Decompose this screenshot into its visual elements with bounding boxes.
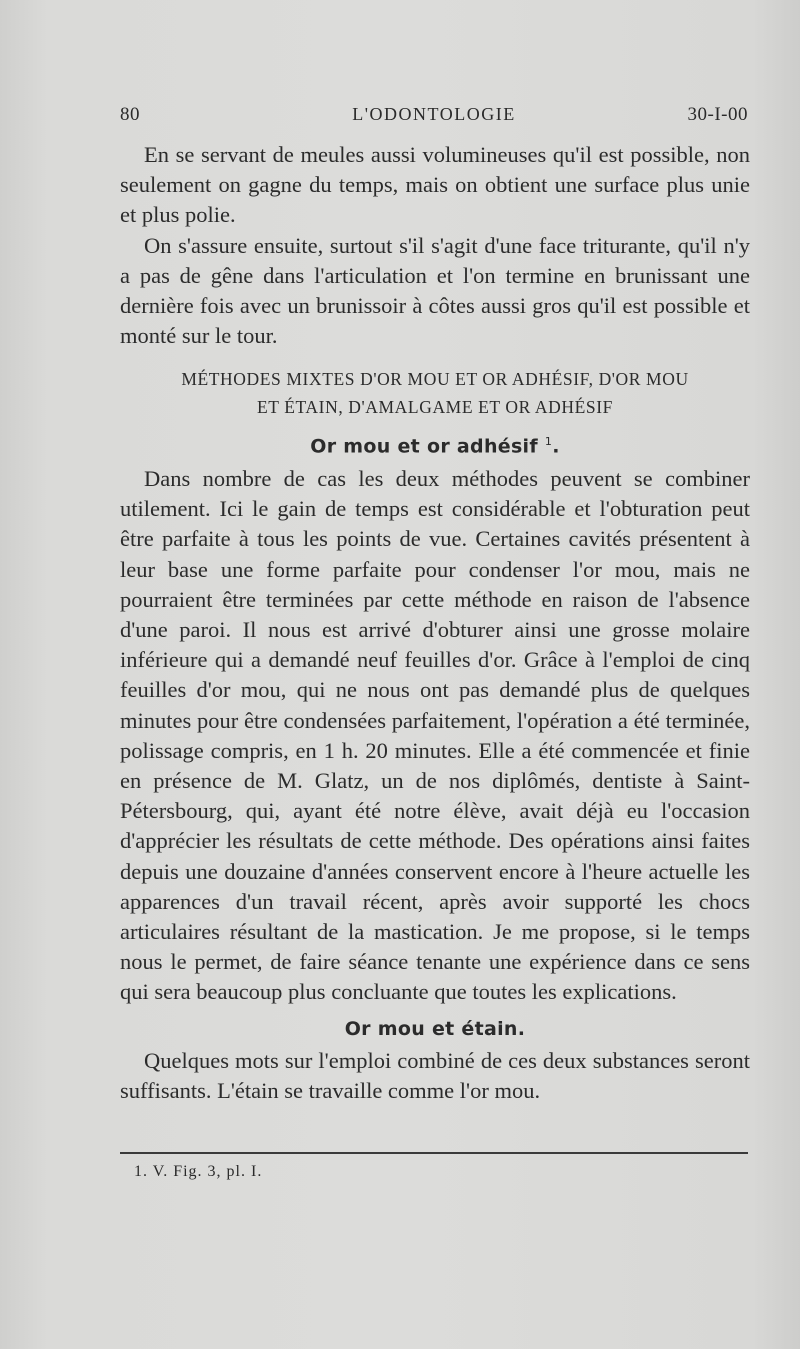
subheading-text: Or mou et or adhésif xyxy=(310,435,538,458)
paragraph-4: Quelques mots sur l'emploi combiné de ces deux substances seront suffisants. L'étain se travaille comme l'or mou. xyxy=(120,1047,750,1104)
issue-date: 30-I-00 xyxy=(687,104,748,125)
paragraph-2: On s'assure ensuite, surtout s'il s'agit d'une face triturante, qu'il n'y a pas de gêne dans l'articulation et l'on termine en brunissant une dernière fois avec un brunissoir à côtes aussi gros qu'il est possible et monté sur le tour. xyxy=(120,232,750,349)
journal-title: L'ODONTOLOGIE xyxy=(352,104,516,124)
paragraph-3: Dans nombre de cas les deux méthodes peuvent se combiner utilement. Ici le gain de temps est considérable et l'obturation peut être parfaite à tous les points de vue. Certaines cavités présentent à leur base une forme parfaite pour condenser l'or mou, mais ne pourraient être terminées par cette méthode en raison de l'absence d'une paroi. Il nous est arrivé d'obturer ainsi une grosse molaire inférieure qui a demandé neuf feuilles d'or. Grâce à l'emploi de cinq feuilles d'or mou, qui ne nous ont pas demandé plus de quelques minutes pour être condensées parfaitement, l'opération a été terminée, polissage compris, en 1 h. 20 minutes. Elle a été commencée et finie en présence de M. Glatz, un de nos diplômés, dentiste à Saint-Pétersbourg, qui, ayant été notre élève, avait déjà eu l'occasion d'apprécier les résultats de cette méthode. Des opérations ainsi faites depuis une douzaine d'années conservent encore à l'heure actuelle les apparences d'un travail récent, après avoir supporté les chocs articulaires résultant de la mastication. Je me propose, si le temps nous le permet, de faire séance tenante une expérience dans ce sens qui sera beaucoup plus concluante que toutes les explications. xyxy=(120,465,750,1005)
section-title-line-2: ET ÉTAIN, D'AMALGAME ET OR ADHÉSIF xyxy=(257,397,613,418)
page-number: 80 xyxy=(120,104,140,125)
section-title xyxy=(120,365,750,421)
paragraph-1: En se servant de meules aussi volumineuses qu'il est possible, non seulement on gagne du temps, mais on obtient une surface plus unie et plus polie. xyxy=(120,142,750,228)
subheading-or-mou-etain: Or mou et étain. xyxy=(344,1017,526,1040)
subheading-or-mou-adhesif xyxy=(120,427,750,462)
subheading-period: . xyxy=(552,435,560,458)
footnote-rule xyxy=(120,1152,748,1154)
main-text xyxy=(120,140,750,1106)
section-title-line-1: MÉTHODES MIXTES D'OR MOU ET OR ADHÉSIF, D'OR MOU xyxy=(181,369,689,390)
footnote-reference[interactable]: 1 xyxy=(544,435,553,449)
running-header xyxy=(120,104,748,134)
footnote: 1. V. Fig. 3, pl. I. xyxy=(134,1163,263,1180)
